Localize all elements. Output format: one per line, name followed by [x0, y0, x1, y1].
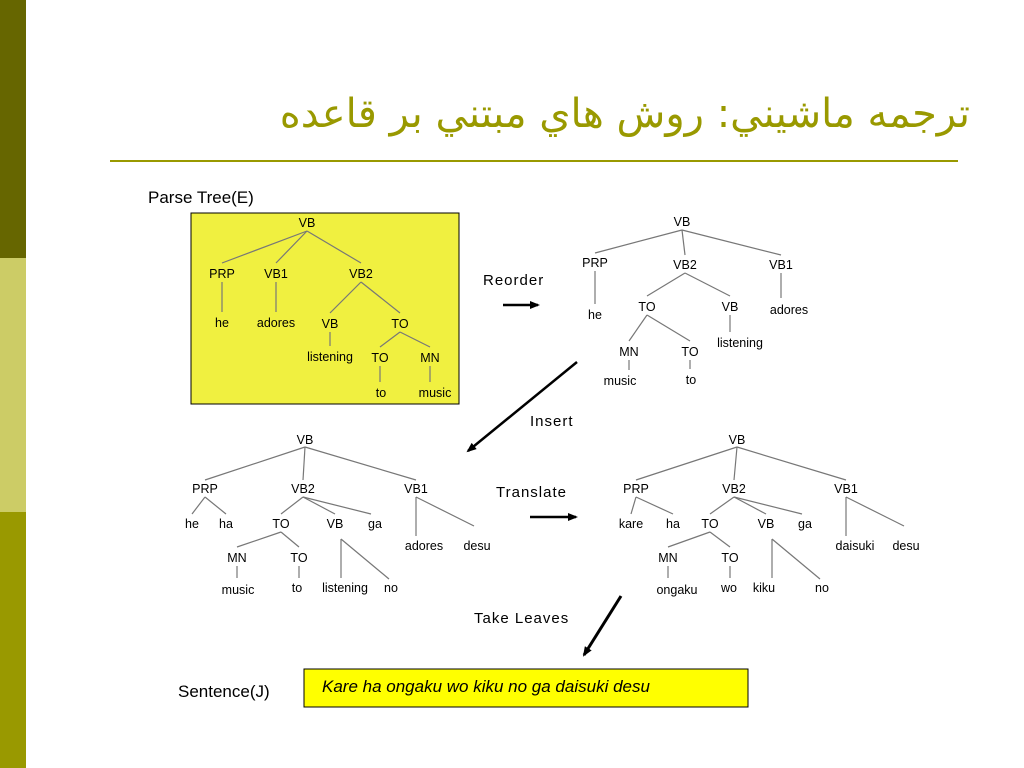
tree-node: no	[384, 581, 398, 595]
tree-edge	[281, 532, 299, 547]
tree-node: PRP	[623, 482, 649, 496]
tree-node: no	[815, 581, 829, 595]
tree-edge	[734, 497, 802, 514]
tree-node: wo	[721, 581, 737, 595]
tree-edge	[205, 447, 305, 480]
tree-node: PRP	[192, 482, 218, 496]
tree-edge	[647, 273, 685, 296]
take-leaves-step-label: Take Leaves	[474, 610, 570, 627]
tree-edge	[846, 497, 904, 526]
tree-node: VB2	[722, 482, 746, 496]
tree-node: PRP	[582, 256, 608, 270]
tree-node: VB1	[834, 482, 858, 496]
slide-title: ترجمه ماشيني: روش هاي مبتني بر قاعده	[279, 91, 970, 137]
tree-node: TO	[701, 517, 719, 531]
tree-node: VB	[321, 317, 339, 331]
sentence-label: Sentence(J)	[178, 682, 270, 701]
insert-step-label: Insert	[530, 413, 574, 430]
tree-edge	[205, 497, 226, 514]
tree-edge	[685, 273, 730, 296]
tree-edge	[710, 532, 730, 547]
tree-node: he	[185, 517, 199, 531]
tree-node: music	[221, 583, 255, 597]
tree-edge	[303, 447, 305, 480]
tree-node: he	[215, 316, 229, 330]
tree-node: adores	[256, 316, 296, 330]
tree-node: TO	[290, 551, 308, 565]
tree-node: VB2	[291, 482, 315, 496]
tree-edge	[710, 497, 734, 514]
tree-edge	[636, 447, 737, 480]
tree-node: to	[375, 386, 387, 400]
tree-edge	[631, 497, 636, 514]
reordered-tree	[582, 215, 808, 388]
tree-edge	[772, 539, 820, 579]
tree-node: VB	[298, 216, 316, 230]
tree-node: VB1	[264, 267, 288, 281]
tree-node: TO	[638, 300, 656, 314]
parse-tree-label: Parse Tree(E)	[148, 188, 254, 207]
tree-node: kiku	[752, 581, 776, 595]
tree-node: TO	[391, 317, 409, 331]
tree-node: VB	[673, 215, 691, 229]
tree-edge	[303, 497, 335, 514]
tree-node: listening	[717, 336, 763, 350]
tree-node: VB1	[404, 482, 428, 496]
tree-node: VB	[757, 517, 775, 531]
tree-edge	[737, 447, 846, 480]
tree-edge	[734, 497, 766, 514]
reorder-step-label: Reorder	[483, 272, 545, 289]
tree-node: PRP	[209, 267, 235, 281]
tree-edge	[682, 230, 781, 255]
tree-node: to	[685, 373, 697, 387]
tree-edge	[668, 532, 710, 547]
tree-node: kare	[618, 517, 644, 531]
tree-edge	[416, 497, 474, 526]
tree-node: VB1	[769, 258, 793, 272]
tree-node: desu	[892, 539, 920, 553]
tree-node: VB2	[673, 258, 697, 272]
translated-tree	[619, 433, 920, 597]
tree-node: adores	[404, 539, 444, 553]
tree-node: VB	[728, 433, 746, 447]
tree-node: VB	[296, 433, 314, 447]
tree-edge	[303, 497, 371, 514]
tree-edge	[629, 315, 647, 341]
tree-node: MN	[619, 345, 639, 359]
translate-step-label: Translate	[496, 484, 567, 501]
tree-edge	[281, 497, 303, 514]
tree-node: ga	[798, 517, 812, 531]
tree-edge	[341, 539, 389, 579]
tree-node: MN	[227, 551, 247, 565]
tree-node: listening	[322, 581, 368, 595]
tree-node: TO	[272, 517, 290, 531]
tree-node: music	[603, 374, 637, 388]
tree-node: MN	[658, 551, 678, 565]
inserted-tree	[185, 433, 491, 597]
tree-node: music	[418, 386, 452, 400]
tree-node: ha	[219, 517, 233, 531]
tree-node: ha	[666, 517, 680, 531]
tree-node: listening	[307, 350, 353, 364]
tree-edge	[192, 497, 205, 514]
tree-node: VB	[721, 300, 739, 314]
tree-node: he	[588, 308, 602, 322]
tree-edge	[647, 315, 690, 341]
tree-node: TO	[721, 551, 739, 565]
take-leaves-arrow	[584, 596, 621, 655]
tree-edge	[734, 447, 737, 480]
tree-node: ga	[368, 517, 382, 531]
tree-edge	[682, 230, 685, 255]
tree-node: VB2	[349, 267, 373, 281]
tree-node: ongaku	[656, 583, 698, 597]
tree-node: to	[291, 581, 303, 595]
japanese-sentence: Kare ha ongaku wo kiku no ga daisuki desu	[322, 677, 650, 696]
tree-node: daisuki	[835, 539, 875, 553]
tree-edge	[636, 497, 673, 514]
tree-edge	[237, 532, 281, 547]
tree-edge	[595, 230, 682, 253]
insert-arrow	[468, 362, 577, 451]
tree-node: TO	[371, 351, 389, 365]
tree-node: VB	[326, 517, 344, 531]
tree-edge	[305, 447, 416, 480]
tree-node: desu	[463, 539, 491, 553]
tree-node: adores	[769, 303, 809, 317]
tree-node: MN	[420, 351, 440, 365]
tree-node: TO	[681, 345, 699, 359]
